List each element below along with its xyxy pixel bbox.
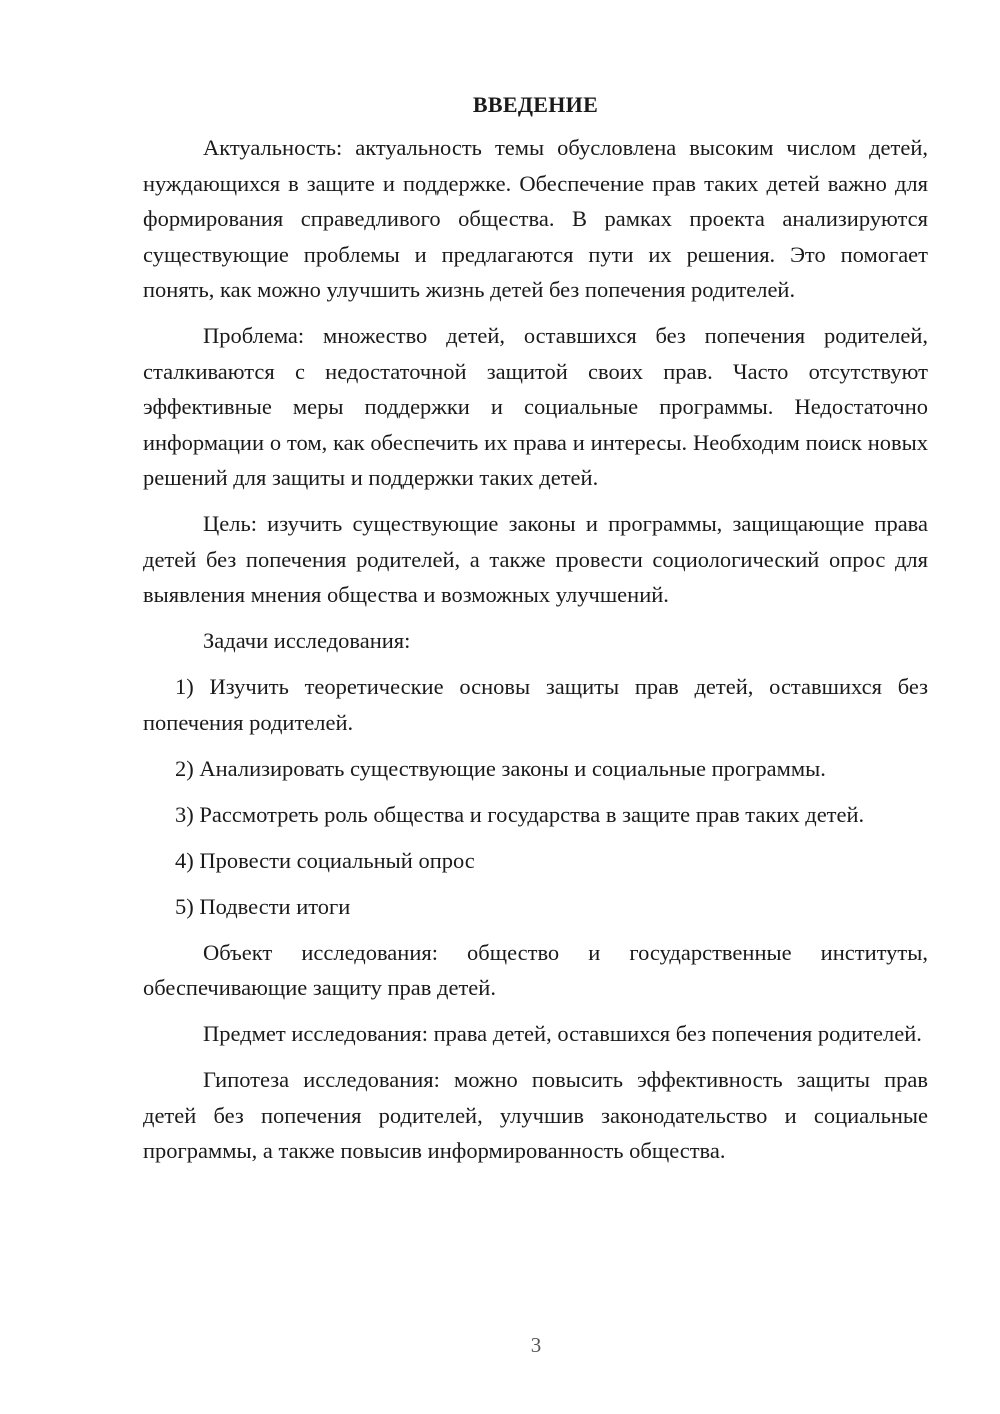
goal-paragraph: Цель: изучить существующие законы и программы, защищающие права детей без попечения родителей, а также провести социологический опрос для выявления мнения общества и возможных улучшений.	[143, 511, 928, 607]
task-item: 2) Анализировать существующие законы и социальные программы.	[175, 755, 826, 781]
page-heading: ВВЕДЕНИЕ	[472, 92, 599, 117]
page-content	[143, 90, 928, 1179]
page-number: 3	[530, 1333, 542, 1357]
tasks-list	[143, 669, 928, 924]
hypothesis-paragraph: Гипотеза исследования: можно повысить эффективность защиты прав детей без попечения родителей, улучшив законодательство и социальные программы, а также повысив информированность общества.	[143, 1067, 928, 1163]
problem-paragraph: Проблема: множество детей, оставшихся без попечения родителей, сталкиваются с недостаточной защитой своих прав. Часто отсутствуют эффективные меры поддержки и социальные программы. Недостаточно информации о том, как обеспечить их права и интересы. Необходим поиск новых решений для защиты и поддержки таких детей.	[143, 323, 928, 490]
task-item: 5) Подвести итоги	[175, 893, 351, 919]
subject-paragraph: Предмет исследования: права детей, оставшихся без попечения родителей.	[203, 1021, 922, 1046]
tasks-heading: Задачи исследования:	[203, 628, 411, 653]
task-item: 3) Рассмотреть роль общества и государства в защите прав таких детей.	[175, 801, 865, 827]
task-item: 1) Изучить теоретические основы защиты прав детей, оставшихся без попечения родителей.	[143, 674, 928, 735]
object-paragraph: Объект исследования: общество и государственные институты, обеспечивающие защиту прав детей.	[143, 939, 928, 1000]
relevance-paragraph: Актуальность: актуальность темы обусловлена высоким числом детей, нуждающихся в защите и поддержке. Обеспечение прав таких детей важно для формирования справедливого общества. В рамках проекта анализируются существующие проблемы и предлагаются пути их решения. Это помогает понять, как можно улучшить жизнь детей без попечения родителей.	[143, 135, 928, 302]
task-item: 4) Провести социальный опрос	[175, 847, 475, 873]
